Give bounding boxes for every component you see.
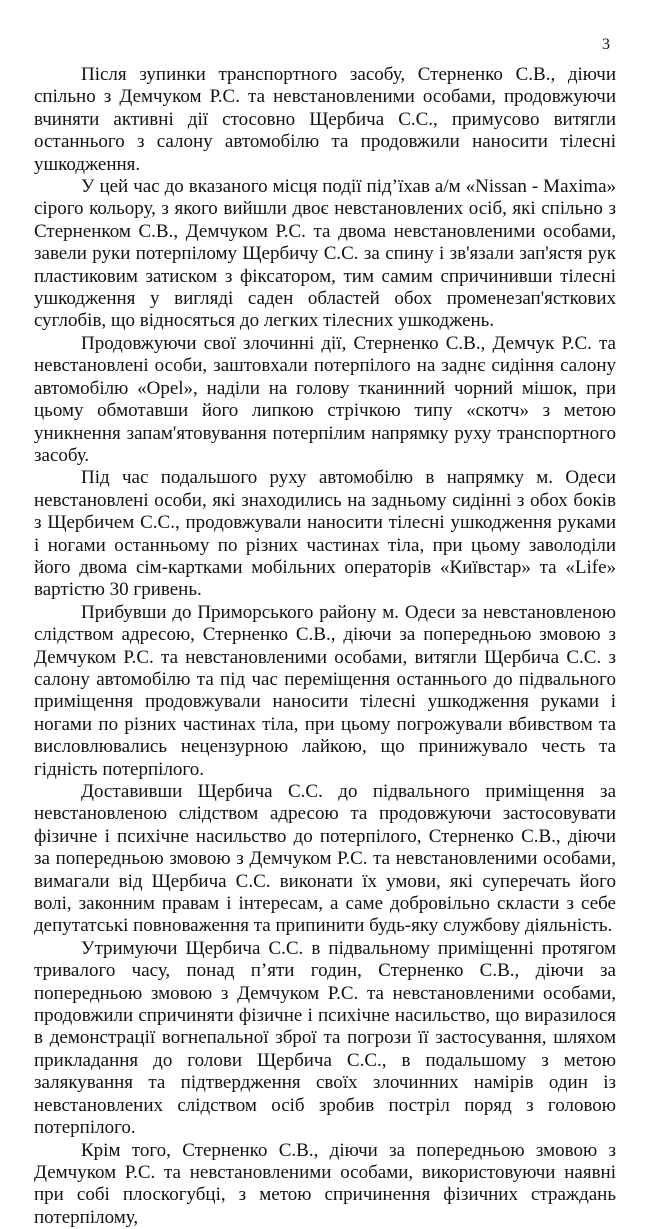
page-number: 3 — [602, 36, 610, 54]
paragraph-1: Після зупинки транспортного засобу, Стерненко С.В., діючи спільно з Демчуком Р.С. та невстановленими особами, продовжуючи вчиняти активні дії стосовно Щербича С.С., примусово витягли останнього з салону автомобілю та продовжили наносити тілесні ушкодження. — [34, 64, 616, 176]
paragraph-4: Під час подальшого руху автомобілю в напрямку м. Одеси невстановлені особи, які знаходились на задньому сидінні з обох боків з Щербичем С.С., продовжували наносити тілесні ушкодження руками і ногами останньому по різних частинах тіла, при цьому заволоділи його двома сім-картками мобільних операторів «Київстар» та «Life» вартістю 30 гривень. — [34, 467, 616, 601]
document-body — [34, 64, 616, 1229]
paragraph-8: Крім того, Стерненко С.В., діючи за попередньою змовою з Демчуком Р.С. та невстановленими особами, використовуючи наявні при собі плоскогубці, з метою спричинення фізичних страждань потерпілому, — [34, 1140, 616, 1229]
paragraph-2: У цей час до вказаного місця події під’їхав а/м «Nissan - Maxima» сірого кольору, з якого вийшли двоє невстановлених осіб, які спільно з Стерненком С.В., Демчуком Р.С. та двома невстановленими особами, завели руки потерпілому Щербичу С.С. за спину і зв'язали зап'ястя рук пластиковим затиском з фіксатором, тим самим спричинивши тілесні ушкодження у вигляді саден областей обох променезап'ясткових суглобів, що відносяться до легких тілесних ушкоджень. — [34, 176, 616, 333]
paragraph-3: Продовжуючи свої злочинні дії, Стерненко С.В., Демчук Р.С. та невстановлені особи, заштовхали потерпілого на заднє сидіння салону автомобілю «Opel», наділи на голову тканинний чорний мішок, при цьому обмотавши його липкою стрічкою типу «скотч» з метою уникнення запам'ятовування потерпілим напрямку руху транспортного засобу. — [34, 333, 616, 467]
paragraph-5: Прибувши до Приморського району м. Одеси за невстановленою слідством адресою, Стерненко С.В., діючи за попередньою змовою з Демчуком Р.С. та невстановленими особами, витягли Щербича С.С. з салону автомобілю та під час переміщення останнього до підвального приміщення продовжували наносити тілесні ушкодження руками і ногами по різних частинах тіла, при цьому погрожували вбивством та висловлювались нецензурною лайкою, що принижувало честь та гідність потерпілого. — [34, 602, 616, 781]
paragraph-6: Доставивши Щербича С.С. до підвального приміщення за невстановленою слідством адресою та продовжуючи застосовувати фізичне і психічне насильство до потерпілого, Стерненко С.В., діючи за попередньою змовою з Демчуком Р.С. та невстановленими особами, вимагали від Щербича С.С. виконати їх умови, які суперечать його волі, законним правам і інтересам, а саме добровільно скласти з себе депутатські повноваження та припинити будь-яку службову діяльність. — [34, 781, 616, 938]
paragraph-7: Утримуючи Щербича С.С. в підвальному приміщенні протягом тривалого часу, понад п’яти годин, Стерненко С.В., діючи за попередньою змовою з Демчуком Р.С. та невстановленими особами, продовжили спричиняти фізичне і психічне насильство, що виразилося в демонстрації вогнепальної зброї та погрози її застосування, шляхом прикладання до голови Щербича С.С., в подальшому з метою залякування та підтвердження своїх злочинних намірів один із невстановлених слідством осіб зробив постріл поряд з головою потерпілого. — [34, 938, 616, 1140]
